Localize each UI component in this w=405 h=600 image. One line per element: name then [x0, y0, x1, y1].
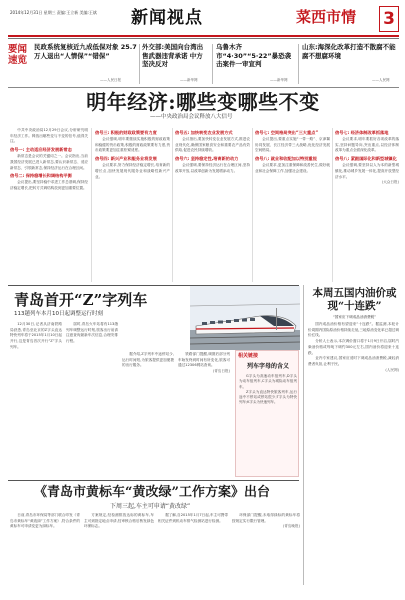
train-photo — [190, 286, 300, 350]
signal-heading: 信号四: 新兴产业和服务业将发展 — [95, 155, 157, 161]
lead-column — [255, 128, 330, 282]
article-paragraph: 分析人士表示,本次调价窗口将于1月9日开启,届时汽柴油价格或每吨下调约300元左右,国内油价将迎来十连跌。 — [308, 339, 399, 355]
article-paragraph: 会议强调,要坚持以人为本的新型城镇化,推动城乡发展一体化,提高开放型经济水平。 — [335, 163, 399, 179]
express-item-source: ——新华网 — [180, 78, 198, 82]
divider — [212, 44, 213, 84]
article-column — [122, 352, 174, 477]
express-item[interactable] — [216, 43, 294, 69]
signal-heading: 信号八: 紧跟国际化和新型城镇化 — [335, 155, 397, 161]
lead-column — [175, 128, 250, 282]
article-paragraph: 会议强调,明年要继续实施积极的财政政策和稳健的货币政策,积极的财政政策要有力度,货币政策要更加注重松紧适度。 — [95, 137, 170, 153]
article-paragraph: 中共中央政治局12月29日会议,分析研究明年经济工作。释放出哪些变与不变的信号,值得关注。 — [10, 128, 88, 144]
article-paragraph: 会议提出,要坚持稳中求进工作总基调,保持经济稳定增长,把转方式调结构放到更加重要位置。 — [10, 180, 88, 190]
signal-heading: 信号七: 经济体制改革抓落地 — [335, 129, 389, 135]
signal-heading: 信号七: 空间格局突出“三大重点” — [255, 129, 319, 135]
signal-heading: 信号八: 就业和收配加以特别重视 — [255, 155, 317, 161]
oil-price-subheadline: “国家应下调成品油消费税” — [332, 315, 377, 319]
article-paragraph: 环保部门提醒,未取得绿标的黄标车将按规定实行限行管理。 — [232, 513, 300, 523]
express-item-source: ——新华网 — [270, 78, 288, 82]
page-number: 3 — [379, 6, 399, 32]
related-title[interactable]: 列车字母的含义 — [246, 363, 289, 370]
express-item-text: 山东:海深化改革打造不散腐不能腐不想腐环境 — [302, 43, 396, 60]
column-divider — [91, 128, 92, 282]
article-paragraph: 日前,青岛市环保局等部门联合印发《青岛市黄标车“黄改绿”工作方案》,符合条件的黄标车可申请变更为绿标车。 — [10, 513, 80, 529]
page-name: 菜西市情 — [296, 8, 357, 26]
signal-heading: 信号二: 保持稳增长和调结构平衡 — [10, 172, 72, 178]
express-item-text: 外交部:美国向台湾出售武器违背承诺 中方坚决反对 — [142, 43, 204, 68]
express-item[interactable] — [142, 43, 208, 69]
divider — [298, 44, 299, 84]
article-paragraph: 会议要求,努力保持经济稳定增长,培育新的增长点,加快发展现代服务业和战略性新兴产业。 — [95, 163, 170, 179]
lead-headline[interactable]: 明年经济:哪些变哪些不变 — [86, 90, 320, 114]
article-paragraph: 业内专家建议,国家应适时下调成品油消费税,减轻消费者负担,让利于民。 — [308, 356, 399, 366]
lead-column — [10, 128, 88, 282]
article-column — [66, 322, 118, 477]
lead-subheadline: ——中央政治局会议释放八大信号 — [150, 114, 233, 120]
column-divider — [332, 128, 333, 282]
lead-column — [335, 128, 399, 282]
huanglv-subheadline: 下周三起,车主可申请“黄改绿” — [110, 503, 191, 510]
signal-heading: 信号三: 积极的财政政策要有力度 — [95, 129, 157, 135]
article-paragraph: 据了解,自2015年1月7日起,车主可携带相关证件到机动车排气检测站进行检测。 — [158, 513, 228, 523]
article-paragraph: 新常态是会议的关键词之一。会议指出,当前我国经济发展已进入新常态,要认识新常态、适应新常态、引领新常态,保持经济运行在合理区间。 — [10, 154, 88, 170]
article-column — [232, 513, 300, 595]
article-paragraph: 届时,青岛火车站将有113趟列车调整运行时刻,旅客出行前请注意查询最新车次信息,合理安排行程。 — [66, 322, 118, 344]
oil-price-headline[interactable]: 本周五国内油价或现“十连跌” — [312, 287, 397, 312]
article-paragraph: 国内成品油价格有望迎来“十连跌”。据监测,本轮计价周期内国际原油价格持续走低,三地原油变化率已超过调价红线。 — [308, 322, 399, 338]
signal-heading: 信号五: 加快转变农业发展方式 — [175, 129, 233, 135]
article-column — [178, 352, 230, 477]
express-item-text: 民政系统复核近九成低保对象 25.7万人退出“人情保”“错保” — [34, 43, 137, 60]
header-rule — [8, 35, 399, 37]
express-item[interactable] — [34, 43, 138, 60]
article-paragraph: 据介绍,Z字列车中途停站少,运行时间短,为旅客提供更加便捷的出行服务。 — [122, 352, 174, 368]
article-paragraph: 会议提出,要重点实施“一带一路”、京津冀协同发展、长江经济带三大战略,优化经济发展空间格局。 — [255, 137, 330, 153]
article-source: (青岛日报) — [212, 369, 230, 374]
related-link-box — [235, 350, 299, 477]
article-paragraph: 会议要求,明年要抓好各项改革的落实,坚持问题导向,突出重点,以经济体制改革为重点全面深化改革。 — [335, 137, 399, 153]
huanglv-headline[interactable]: 《青岛市黄标车“黄改绿”工作方案》出台 — [34, 485, 270, 500]
article-source: (大众日报) — [381, 180, 399, 185]
article-column — [10, 513, 80, 595]
article-paragraph: 会议强调,要保持经济运行在合理区间,坚持改革开放,以改革创新为发展增添动力。 — [175, 163, 250, 173]
express-item[interactable] — [302, 43, 398, 60]
article-column — [158, 513, 228, 595]
article-paragraph: 会议指出,要加快转变农业发展方式,推进农业现代化,确保国家粮食安全和重要农产品有效供给,促进农民持续增收。 — [175, 137, 250, 153]
express-item-source: ——人民日报 — [100, 78, 121, 82]
signal-heading: 信号一: 主动适应经济发展新常态 — [10, 146, 72, 152]
article-paragraph: 铁路部门提醒,调图后部分列车始发终到时间有所变化,旅客可通过12306网站查询。 — [178, 352, 230, 368]
related-tag: 相关链接 — [238, 353, 259, 359]
news-express — [8, 40, 399, 88]
related-body — [239, 374, 297, 474]
express-item-text: 乌鲁木齐市“4·30”“5·22”暴恐袭击案件一审宣判 — [216, 43, 292, 68]
express-item-source: ——人民网 — [372, 78, 390, 82]
article-source: (青岛晚报) — [282, 524, 300, 529]
article-paragraph: 12月30日,记者从济南铁路局获悉,青岛至北京的Z字头直达特快列车将于2015年1月10日起开行,这是青岛首次开行“Z”字头列车。 — [10, 322, 62, 349]
section-title: 新闻视点 — [131, 8, 203, 28]
column-divider — [303, 285, 304, 585]
qingdao-subheadline: 113趟列车本月10日起调整运行时刻 — [14, 311, 103, 317]
signal-heading: 信号六: 坚持稳定性,培育新的动力 — [175, 155, 239, 161]
article-paragraph: 方案规定,经检测排放达标的黄标车,车主可到指定地点申请,经审核合格后核发绿色环保标志。 — [84, 513, 154, 529]
article-paragraph: G字头为高速动车组列车,D字头为动车组列车,C字头为城际动车组列车。 — [239, 374, 297, 389]
article-column — [10, 322, 62, 477]
column-divider — [252, 128, 253, 282]
lead-column — [95, 128, 170, 282]
article-column — [84, 513, 154, 595]
column-divider — [172, 128, 173, 282]
article-paragraph: 会议要求,更加注重保障和改善民生,做好就业和社会保障工作,加强社会建设。 — [255, 163, 330, 173]
section-divider — [8, 480, 299, 481]
header-rule-thin — [8, 38, 399, 39]
article-column — [308, 322, 399, 592]
qingdao-headline[interactable]: 青岛首开“Z”字列车 — [14, 291, 148, 309]
article-paragraph: Z字头为直达特快旅客列车,运行途中不停站或停站很少;T字头为特快列车;K字头为快速列车。 — [239, 389, 297, 405]
masthead — [0, 0, 405, 40]
issue-date: 2014年12月31日 星期三 责编:王立新 美编:王斌 — [10, 10, 97, 15]
divider — [139, 44, 140, 84]
express-label: 要闻速览 — [8, 44, 28, 66]
article-source: (人民网) — [385, 367, 399, 372]
